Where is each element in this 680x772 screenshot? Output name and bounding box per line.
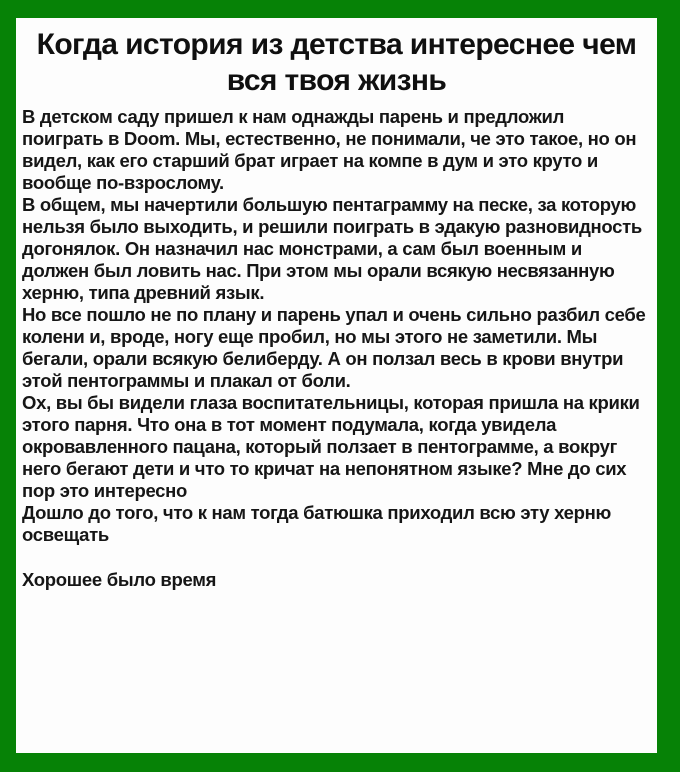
meme-paragraph: В общем, мы начертили большую пентаграмму на песке, за которую нельзя было выходить, и решили поиграть в эдакую разновидность догонялок. Он назначил нас монстрами, а сам был военным и должен был ловить нас. При этом мы орали всякую несвязанную херню, типа древний язык.: [22, 194, 642, 303]
meme-footer-line: Хорошее было время: [22, 569, 217, 590]
meme-body: [16, 106, 657, 546]
meme-title: Когда история из детства интереснее чем вся твоя жизнь: [36, 28, 637, 97]
meme-paragraph: В детском саду пришел к нам однажды парень и предложил поиграть в Doom. Мы, естественно, не понимали, че это такое, но он видел, как его старший брат играет на компе в дум и это круто и вообще по-взрослому.: [22, 106, 637, 193]
meme-paragraph: Ох, вы бы видели глаза воспитательницы, которая пришла на крики этого парня. Что она в тот момент подумала, когда увидела окровавленного пацана, который ползает в пентограмме, а вокруг него бегают дети и что то кричат на непонятном языке? Мне до сих пор это интересно: [22, 392, 640, 501]
meme-content-card: [16, 18, 657, 753]
meme-paragraph: Дошло до того, что к нам тогда батюшка приходил всю эту херню освещать: [22, 502, 611, 545]
meme-paragraph: Но все пошло не по плану и парень упал и очень сильно разбил себе колени и, вроде, ногу еще пробил, но мы этого не заметили. Мы бегали, орали всякую белиберду. А он ползал весь в крови внутри этой пентограммы и плакал от боли.: [22, 304, 646, 391]
